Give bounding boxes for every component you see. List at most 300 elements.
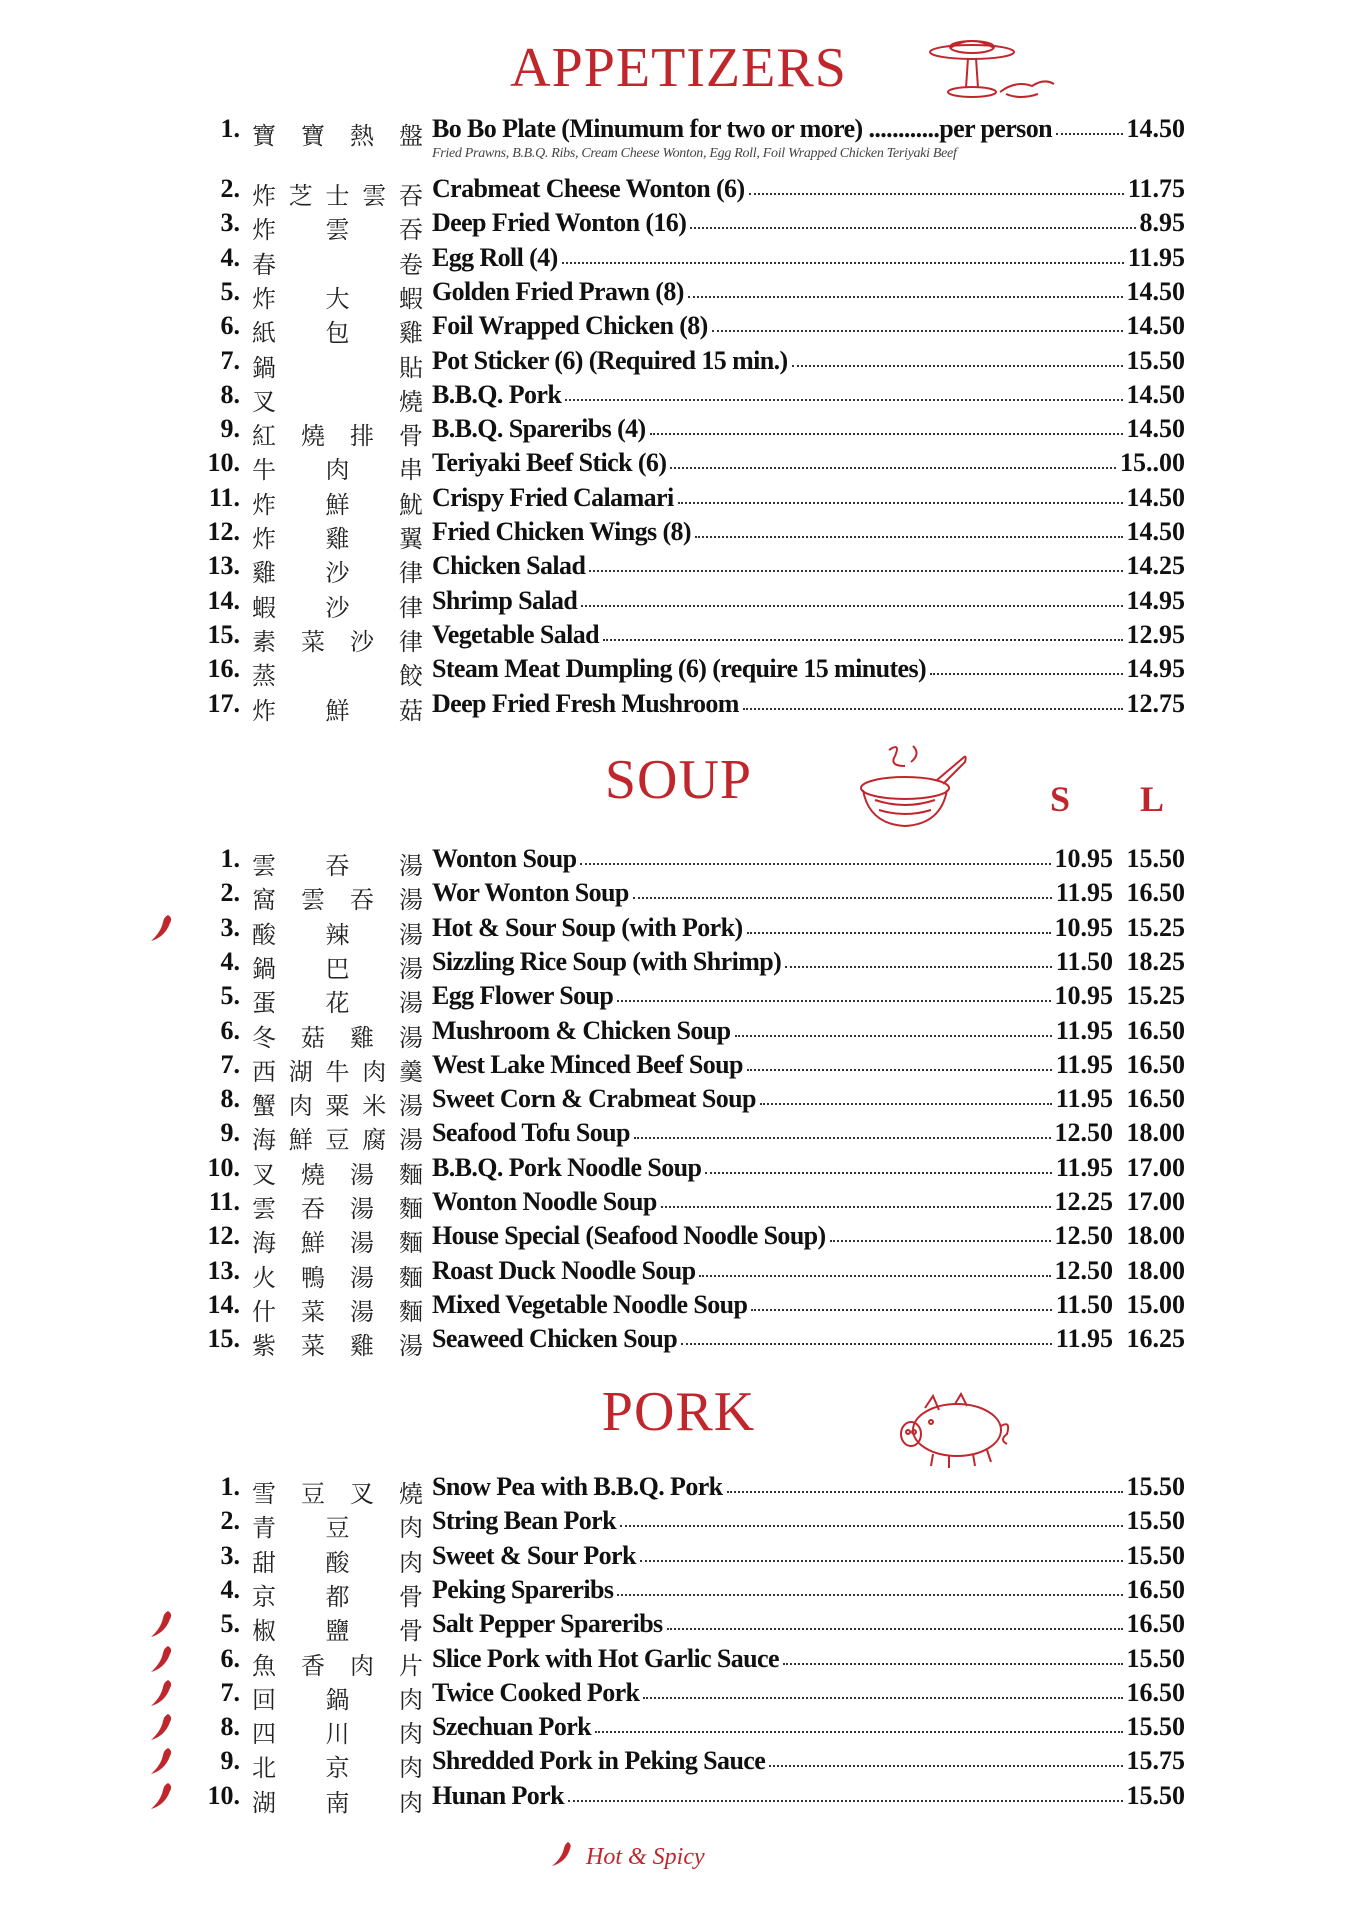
chinese-char: 鮮 — [301, 1229, 325, 1258]
chinese-char: 甜 — [252, 1548, 276, 1577]
chinese-char: 魚 — [252, 1651, 276, 1680]
appetizers-item — [0, 112, 1357, 161]
item-price-small: 11.95 — [1055, 878, 1113, 908]
item-number: 10. — [207, 1152, 240, 1182]
soup-item — [0, 1322, 1357, 1361]
soup-item — [0, 1082, 1357, 1121]
chinese-char: 燒 — [301, 422, 325, 451]
item-name: Bo Bo Plate (Minumum for two or more) ............per person — [432, 114, 1052, 143]
item-price-large: 16.50 — [1126, 1084, 1185, 1114]
item-price-small: 12.25 — [1054, 1187, 1113, 1216]
chinese-char: 排 — [350, 422, 374, 451]
chinese-char: 湯 — [399, 1332, 423, 1361]
item-price: 15.50 — [1126, 345, 1185, 375]
item-name: Vegetable Salad — [432, 619, 599, 649]
chinese-char: 湯 — [399, 1023, 423, 1052]
item-number: 13. — [207, 551, 240, 581]
item-name: Salt Pepper Spareribs — [432, 1609, 663, 1639]
chinese-char: 豆 — [325, 1126, 350, 1155]
chinese-char: 骨 — [399, 1582, 423, 1611]
chinese-char: 寶 — [252, 122, 276, 150]
item-price-small: 11.50 — [1055, 1289, 1113, 1319]
cake-stand-icon — [920, 30, 1060, 105]
chinese-char: 麵 — [399, 1229, 423, 1258]
pork-item — [0, 1779, 1357, 1817]
item-name: Slice Pork with Hot Garlic Sauce — [432, 1643, 779, 1673]
item-price-small: 12.50 — [1054, 1221, 1113, 1251]
chili-pepper-icon — [148, 1712, 174, 1747]
item-price-large: 16.25 — [1126, 1324, 1185, 1354]
item-price: 12.75 — [1126, 688, 1185, 718]
item-name: Foil Wrapped Chicken (8) — [432, 311, 708, 341]
item-price-large: 16.50 — [1126, 1015, 1185, 1045]
chinese-char: 肉 — [350, 1651, 374, 1680]
leader-dots — [785, 966, 1052, 968]
leader-dots — [1056, 133, 1123, 135]
item-price-large: 15.25 — [1126, 912, 1185, 942]
item-number: 14. — [207, 585, 240, 615]
item-number: 2. — [220, 878, 240, 908]
chinese-char: 牛 — [252, 456, 276, 485]
chinese-char: 素 — [252, 627, 276, 656]
chinese-char: 燒 — [399, 387, 423, 416]
item-price: 12.95 — [1126, 619, 1185, 649]
item-number: 8. — [220, 1084, 240, 1114]
soup-item — [0, 842, 1357, 880]
leader-dots — [830, 1240, 1051, 1242]
chinese-char: 寶 — [301, 122, 325, 150]
item-price-small: 12.50 — [1054, 1255, 1113, 1285]
chinese-char: 沙 — [325, 559, 350, 588]
chinese-char: 鮮 — [325, 490, 350, 519]
leader-dots — [667, 1628, 1123, 1630]
leader-dots — [581, 605, 1123, 607]
leader-dots — [568, 1800, 1123, 1802]
leader-dots — [735, 1035, 1052, 1037]
item-name: Seaweed Chicken Soup — [432, 1324, 678, 1354]
chinese-char: 律 — [399, 559, 423, 588]
leader-dots — [727, 1491, 1123, 1493]
chinese-char: 香 — [301, 1651, 325, 1680]
pork-item — [0, 1676, 1357, 1714]
chinese-char: 翼 — [399, 525, 423, 553]
chinese-char: 四 — [252, 1720, 276, 1749]
chinese-char: 沙 — [350, 627, 374, 656]
soup-item — [0, 945, 1357, 983]
chinese-char: 鹽 — [325, 1617, 350, 1646]
chinese-char: 雲 — [301, 886, 325, 915]
chinese-char: 炸 — [252, 696, 276, 725]
chinese-char: 魷 — [399, 490, 423, 519]
appetizers-item — [0, 378, 1357, 416]
chinese-char: 卷 — [399, 250, 423, 279]
chinese-char: 餃 — [399, 662, 423, 691]
chinese-char: 沙 — [325, 593, 350, 622]
item-name: B.B.Q. Pork Noodle Soup — [432, 1152, 702, 1182]
chinese-char: 吞 — [399, 216, 423, 245]
chinese-char: 雞 — [252, 559, 276, 588]
leader-dots — [688, 296, 1123, 298]
chinese-char: 串 — [399, 456, 423, 485]
chinese-char: 麵 — [399, 1263, 423, 1292]
leader-dots — [783, 1663, 1123, 1665]
item-number: 12. — [207, 517, 240, 546]
chinese-char: 湯 — [399, 989, 423, 1018]
chinese-char: 都 — [325, 1582, 350, 1611]
item-number: 1. — [220, 114, 240, 143]
item-price: 11.75 — [1127, 174, 1185, 203]
chinese-char: 湯 — [350, 1263, 374, 1292]
soup-item — [0, 1185, 1357, 1223]
chinese-char: 椒 — [252, 1617, 276, 1646]
pork-item — [0, 1470, 1357, 1508]
item-price: 15.50 — [1126, 1540, 1185, 1570]
item-number: 5. — [220, 981, 240, 1011]
leader-dots — [699, 1275, 1051, 1277]
appetizers-item — [0, 172, 1357, 210]
appetizers-item — [0, 275, 1357, 313]
item-name: Sweet & Sour Pork — [432, 1540, 636, 1570]
chinese-char: 回 — [252, 1685, 276, 1714]
leader-dots — [792, 365, 1123, 367]
item-number: 4. — [220, 946, 240, 976]
appetizers-item — [0, 584, 1357, 622]
item-price: 14.25 — [1126, 551, 1185, 581]
size-small-label: S — [1050, 779, 1071, 819]
chinese-char: 紅 — [252, 422, 276, 451]
chili-pepper-icon — [148, 913, 174, 948]
chinese-char: 冬 — [252, 1023, 276, 1052]
leader-dots — [930, 673, 1123, 675]
pork-item — [0, 1710, 1357, 1749]
leader-dots — [640, 1560, 1123, 1562]
item-number: 14. — [207, 1289, 240, 1319]
leader-dots — [695, 536, 1123, 538]
item-name: Crabmeat Cheese Wonton (6) — [432, 174, 745, 203]
item-price-large: 15.25 — [1126, 981, 1185, 1011]
item-name: Snow Pea with B.B.Q. Pork — [432, 1472, 723, 1501]
chinese-char: 火 — [252, 1263, 276, 1292]
soup-bowl-icon — [855, 740, 970, 835]
item-name: Wor Wonton Soup — [432, 878, 629, 908]
soup-item — [0, 979, 1357, 1018]
pork-item — [0, 1744, 1357, 1783]
item-price-small: 12.50 — [1054, 1118, 1113, 1148]
appetizers-item — [0, 618, 1357, 656]
chinese-char: 粟 — [325, 1092, 350, 1121]
chinese-char: 吞 — [325, 852, 350, 880]
item-number: 10. — [207, 1780, 240, 1810]
item-price-large: 18.00 — [1126, 1255, 1185, 1285]
leader-dots — [562, 262, 1124, 264]
chinese-char: 律 — [399, 627, 423, 656]
chinese-char: 巴 — [325, 954, 350, 983]
chinese-char: 京 — [252, 1582, 276, 1611]
chinese-char: 川 — [325, 1720, 350, 1749]
chinese-char: 炸 — [252, 525, 276, 553]
chinese-char: 肉 — [399, 1720, 423, 1749]
leader-dots — [751, 1309, 1052, 1311]
item-price-large: 15.00 — [1126, 1289, 1185, 1319]
chinese-char: 雞 — [325, 525, 350, 553]
soup-item — [0, 1151, 1357, 1189]
leader-dots — [565, 399, 1123, 401]
item-price: 15.50 — [1126, 1643, 1185, 1673]
soup-title: SOUP — [604, 749, 753, 811]
soup-item — [0, 1219, 1357, 1258]
item-price-small: 10.95 — [1054, 844, 1113, 873]
item-name: Deep Fried Fresh Mushroom — [432, 688, 739, 718]
chinese-char: 雞 — [350, 1332, 374, 1361]
chili-pepper-icon — [148, 1678, 174, 1713]
chinese-char: 大 — [325, 284, 350, 313]
item-name: Chicken Salad — [432, 551, 586, 581]
item-price-small: 11.95 — [1055, 1015, 1113, 1045]
item-number: 3. — [220, 1540, 240, 1570]
item-price: 15.75 — [1126, 1746, 1185, 1776]
chinese-char: 麵 — [399, 1297, 423, 1326]
chinese-char: 律 — [399, 593, 423, 622]
chinese-char: 菇 — [399, 696, 423, 725]
leader-dots — [650, 433, 1123, 435]
chili-pepper-icon — [148, 1746, 174, 1781]
item-price-large: 16.50 — [1126, 878, 1185, 908]
item-name: Sweet Corn & Crabmeat Soup — [432, 1084, 756, 1114]
chinese-char: 蝦 — [252, 593, 276, 622]
chinese-char: 酸 — [325, 1548, 350, 1577]
chinese-char: 叉 — [252, 1160, 276, 1189]
item-chinese-name — [250, 1326, 425, 1361]
item-name: Mushroom & Chicken Soup — [432, 1015, 731, 1045]
chinese-char: 肉 — [288, 1092, 313, 1121]
leader-dots — [681, 1343, 1052, 1345]
item-name: Golden Fried Prawn (8) — [432, 276, 684, 306]
item-number: 16. — [207, 654, 240, 684]
soup-item — [0, 911, 1357, 949]
chinese-char: 炸 — [252, 216, 276, 245]
chinese-char: 肉 — [362, 1057, 387, 1086]
item-number: 7. — [220, 1677, 240, 1707]
item-number: 9. — [220, 1118, 240, 1148]
item-price: 16.50 — [1126, 1574, 1185, 1604]
leader-dots — [589, 570, 1123, 572]
chinese-char: 海 — [252, 1229, 276, 1258]
leader-dots — [580, 863, 1051, 865]
item-name: Mixed Vegetable Noodle Soup — [432, 1289, 748, 1319]
chinese-char: 西 — [252, 1057, 276, 1086]
leader-dots — [705, 1172, 1052, 1174]
chinese-char: 鮮 — [325, 696, 350, 725]
leader-dots — [678, 502, 1123, 504]
pork-item — [0, 1504, 1357, 1543]
chinese-char: 湯 — [399, 920, 423, 949]
chinese-char: 炸 — [252, 490, 276, 519]
chinese-char: 骨 — [399, 422, 423, 451]
chinese-char: 羹 — [399, 1057, 423, 1086]
item-name: B.B.Q. Spareribs (4) — [432, 414, 646, 444]
chinese-char: 雲 — [325, 216, 350, 245]
soup-item — [0, 1288, 1357, 1326]
item-number: 11. — [208, 1187, 240, 1216]
item-price: 14.95 — [1126, 654, 1185, 684]
chinese-char: 花 — [325, 989, 350, 1018]
pork-item — [0, 1573, 1357, 1611]
chinese-char: 京 — [325, 1754, 350, 1783]
soup-item — [0, 1116, 1357, 1155]
chinese-char: 叉 — [350, 1480, 374, 1508]
item-price: 15.50 — [1126, 1712, 1185, 1742]
item-number: 15. — [207, 1324, 240, 1354]
item-price-small: 11.95 — [1055, 1049, 1113, 1079]
item-number: 8. — [220, 1712, 240, 1742]
chinese-char: 菜 — [301, 1297, 325, 1326]
chinese-char: 湯 — [399, 852, 423, 880]
chinese-char: 鍋 — [325, 1685, 350, 1714]
chinese-char: 燒 — [399, 1480, 423, 1508]
item-name: Szechuan Pork — [432, 1712, 592, 1742]
item-name: Twice Cooked Pork — [432, 1677, 640, 1707]
chinese-char: 湯 — [399, 954, 423, 983]
item-price: 14.95 — [1126, 585, 1185, 615]
item-price: 11.95 — [1127, 242, 1185, 272]
chinese-char: 北 — [252, 1754, 276, 1783]
item-price: 14.50 — [1126, 517, 1185, 546]
item-number: 5. — [220, 276, 240, 306]
chinese-char: 菇 — [301, 1023, 325, 1052]
item-price: 15.50 — [1126, 1780, 1185, 1810]
item-number: 12. — [207, 1221, 240, 1251]
leader-dots — [712, 330, 1123, 332]
pork-item — [0, 1539, 1357, 1577]
item-name: Pot Sticker (6) (Required 15 min.) — [432, 345, 788, 375]
leader-dots — [747, 932, 1051, 934]
soup-item — [0, 1254, 1357, 1292]
item-price-large: 17.00 — [1126, 1187, 1185, 1216]
chinese-char: 肉 — [399, 1548, 423, 1577]
chinese-char: 叉 — [252, 387, 276, 416]
leader-dots — [633, 897, 1052, 899]
chinese-char: 片 — [399, 1651, 423, 1680]
appetizers-item — [0, 687, 1357, 725]
item-chinese-name — [250, 116, 425, 151]
item-price-large: 16.50 — [1126, 1049, 1185, 1079]
chinese-char: 肉 — [399, 1514, 423, 1543]
chinese-char: 包 — [325, 319, 350, 348]
chinese-char: 湯 — [399, 1126, 423, 1155]
item-price: 14.50 — [1126, 276, 1185, 306]
appetizers-item — [0, 549, 1357, 588]
chinese-char: 湯 — [399, 886, 423, 915]
chinese-char: 雲 — [362, 182, 387, 210]
item-number: 11. — [208, 482, 240, 512]
chinese-char: 辣 — [325, 920, 350, 949]
appetizers-item — [0, 344, 1357, 382]
chinese-char: 豆 — [301, 1480, 325, 1508]
item-name: Hot & Sour Soup (with Pork) — [432, 912, 743, 942]
item-number: 13. — [207, 1255, 240, 1285]
chinese-char: 豆 — [325, 1514, 350, 1543]
item-number: 17. — [207, 688, 240, 718]
item-name: Roast Duck Noodle Soup — [432, 1255, 696, 1285]
chinese-char: 麵 — [399, 1160, 423, 1189]
item-price: 16.50 — [1126, 1677, 1185, 1707]
leader-dots — [620, 1525, 1123, 1527]
item-name: Shrimp Salad — [432, 585, 578, 615]
soup-item — [0, 1014, 1357, 1052]
chinese-char: 盤 — [399, 122, 423, 150]
chinese-char: 炸 — [252, 182, 276, 210]
item-name: Hunan Pork — [432, 1780, 564, 1810]
chinese-char: 湯 — [350, 1195, 374, 1223]
item-number: 10. — [207, 448, 240, 478]
item-name: Crispy Fried Calamari — [432, 482, 674, 512]
item-name: Wonton Soup — [432, 844, 577, 873]
chinese-char: 菜 — [301, 627, 325, 656]
leader-dots — [595, 1731, 1123, 1733]
item-number: 7. — [220, 345, 240, 375]
item-price: 15.50 — [1126, 1506, 1185, 1536]
item-price: 14.50 — [1126, 114, 1185, 143]
item-name: Deep Fried Wonton (16) — [432, 208, 687, 238]
chinese-char: 米 — [362, 1092, 387, 1121]
item-name: Steam Meat Dumpling (6) (require 15 minutes) — [432, 654, 927, 684]
item-price: 14.50 — [1126, 311, 1185, 341]
chinese-char: 鴨 — [301, 1263, 325, 1292]
chinese-char: 牛 — [325, 1057, 350, 1086]
item-price-small: 11.95 — [1055, 1324, 1113, 1354]
chinese-char: 芝 — [288, 182, 313, 210]
item-number: 9. — [220, 1746, 240, 1776]
leader-dots — [661, 1206, 1051, 1208]
item-number: 1. — [220, 844, 240, 873]
item-name: Shredded Pork in Peking Sauce — [432, 1746, 766, 1776]
chinese-char: 熱 — [350, 122, 374, 150]
item-chinese-name — [250, 691, 425, 726]
appetizers-title: APPETIZERS — [510, 37, 847, 99]
item-name: B.B.Q. Pork — [432, 379, 562, 409]
item-number: 5. — [220, 1609, 240, 1639]
chinese-char: 什 — [252, 1297, 276, 1326]
item-number: 4. — [220, 242, 240, 272]
item-name: String Bean Pork — [432, 1506, 616, 1536]
soup-item — [0, 876, 1357, 915]
item-name: Seafood Tofu Soup — [432, 1118, 630, 1148]
item-price-large: 18.25 — [1126, 946, 1185, 976]
item-number: 15. — [207, 619, 240, 649]
item-price-small: 11.95 — [1055, 1084, 1113, 1114]
item-number: 6. — [220, 1643, 240, 1673]
item-number: 9. — [220, 414, 240, 444]
chinese-char: 士 — [325, 182, 350, 210]
chinese-char: 窩 — [252, 886, 276, 915]
item-name: Egg Flower Soup — [432, 981, 614, 1011]
appetizers-item — [0, 446, 1357, 485]
item-name: Fried Chicken Wings (8) — [432, 517, 691, 546]
chinese-char: 肉 — [399, 1788, 423, 1817]
chinese-char: 貼 — [399, 353, 423, 382]
chinese-char: 吞 — [301, 1195, 325, 1223]
chinese-char: 鍋 — [252, 353, 276, 382]
leader-dots — [690, 227, 1136, 229]
pork-item — [0, 1642, 1357, 1680]
chinese-char: 鍋 — [252, 954, 276, 983]
item-chinese-name — [250, 1783, 425, 1818]
item-price-large: 17.00 — [1126, 1152, 1185, 1182]
chinese-char: 湯 — [350, 1160, 374, 1189]
pork-item — [0, 1607, 1357, 1646]
chinese-char: 蒸 — [252, 662, 276, 691]
appetizers-item — [0, 412, 1357, 451]
